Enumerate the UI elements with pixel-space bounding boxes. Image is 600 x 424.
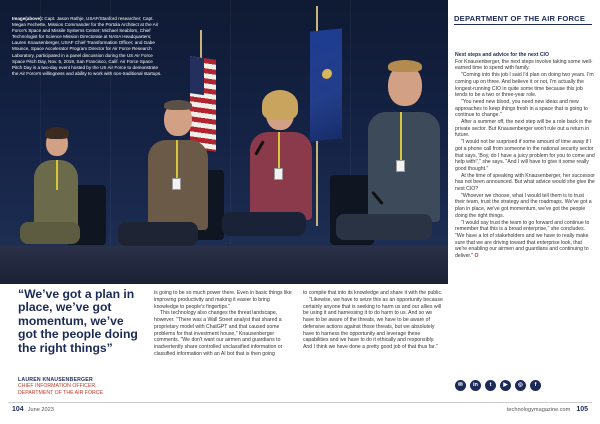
instagram-icon[interactable]: ◎: [515, 380, 526, 391]
paragraph: is going to be so much power there. Even in basic things like improving productivity and making it easier to bring knowledge to people's fingertips.": [154, 290, 292, 310]
paragraph: This technology also changes the threat landscape, however. "There was a Wall Street analyst that shared a proprietary model with ChatGPT and that caused some problems for that investment house," Knausenberger comments. "We don't want our airmen and guardians to inadvertently share controlled unclassified information or classified information with an AI bot that is then going: [154, 310, 283, 357]
footer-right: [507, 406, 588, 413]
email-icon[interactable]: ✉: [455, 380, 466, 391]
quote-attribution: [18, 377, 138, 396]
photo-caption: [12, 16, 162, 77]
site-url[interactable]: technologymagazine.com: [506, 407, 571, 413]
paragraph: "Likewise, we have to seize this as an opportunity because certainly anyone that is seeking to harm us and our allies will be using it and harnessing it to do harm to us. And so we have to be aware of the threats, we have to be aware of defensive actions against those threats, but we absolutely have to harness the opportunity and leverage these capabilities and we have to do it ethically and responsibly. And I think we have done a pretty good job of that thus far.": [303, 296, 443, 350]
curtain-fold: [230, 0, 231, 244]
body-column-1: [154, 290, 294, 358]
footer-left: [12, 406, 54, 413]
paragraph: "Whoever we choose, what I would tell them is to trust their team, trust the strategy and the roadmaps. We've got a plan in place, we've got momentum, we've got the people doing the right things.: [455, 192, 592, 219]
end-mark: O: [474, 253, 479, 260]
paragraph: "You need new blood, you need new ideas and new approaches to keep things fresh in a space that is going to continue to change.": [455, 98, 588, 119]
paragraph: "I would not be surprised if some amount of time away if I got a phone call from someone in the national security sector that says, 'Boy, do I have a juicy problem for you to come and help with!'," she says. "And I will have to give it some really good thought.": [455, 139, 595, 172]
air-force-flag: [310, 28, 342, 141]
pull-quote: “We’ve got a plan in place, we’ve got momentum, we’ve got the people doing the right things”: [18, 287, 138, 355]
section-rule: [454, 24, 592, 25]
author-name: LAUREN KNAUSENBERGER: [18, 377, 93, 383]
paragraph: "Coming into this job I said I'd plan on doing two years. I'm coming up on three. And believe it or not, I'm actually the longest-running CIO in quite some time because this job tends to be a two or three-year role.: [455, 72, 594, 99]
page-number-left: 104: [12, 406, 24, 413]
paragraph: After a summer off, the next step will be a role back in the private sector. But Knausenberger won't rule out a return in future.: [455, 119, 592, 139]
paragraph: At the time of speaking with Knausenberger, her successor has not been announced. But what advice would she give the next CIO?: [455, 172, 596, 193]
paragraph: [455, 220, 595, 260]
author-role: CHIEF INFORMATION OFFICER,: [18, 383, 97, 390]
social-icons: [455, 380, 541, 391]
stage-floor: [0, 246, 448, 284]
body-column-2: [303, 290, 443, 351]
linkedin-icon[interactable]: in: [470, 380, 481, 391]
right-column-text: [455, 52, 595, 260]
caption-text: Capt. Jason Rathje, USAF/Stanford researcher; Capt. Megan Fechette, Mission Commander for the Portola Architect at the Air Force's Space and Missile Systems Center; Michael Seablom, Chief Technologist for Science Mission Directorate at NASA Headquarters; Lauren Knausenberger, USAF Chief Transformation Officer; and Gabe Mounce, Space Accelerator Program Director for Air Force Research Laboratory, participated in a panel discussion during the US Air Force Space Pitch Day, Nov. 5, 2019, San Francisco, Calif. Air Force Space Pitch Day is a two-day event hosted by the US Air Force to demonstrate the Air Force's willingness and ability to work with non-traditional startups.: [12, 16, 162, 76]
footer-rule: [8, 402, 592, 403]
page-number-right: 105: [576, 406, 588, 413]
twitter-icon[interactable]: t: [485, 380, 496, 391]
author-role: DEPARTMENT OF THE AIR FORCE: [18, 389, 103, 396]
section-title: DEPARTMENT OF THE AIR FORCE: [454, 14, 586, 23]
paragraph: to compile that into its knowledge and share it with the public.: [303, 290, 443, 296]
caption-label: Image(above):: [12, 16, 44, 21]
paragraph-text: "I would say trust the team to go forward and continue to remember that this is a broad enterprise," she concludes. "We have a lot of stakeholders and we have to really make sure that we are driving toward that enterprise look, that we're enabling our airmen and guardians and continuing to deliver.": [455, 219, 590, 260]
us-flag: [190, 56, 216, 152]
issue-date: June 2023: [27, 407, 54, 413]
youtube-icon[interactable]: ▶: [500, 380, 511, 391]
paragraph: For Knausenberger, the next steps involve taking some well-earned time to spend with family.: [455, 58, 593, 72]
subheading: Next steps and advice for the next CIO: [455, 52, 549, 58]
facebook-icon[interactable]: f: [530, 380, 541, 391]
